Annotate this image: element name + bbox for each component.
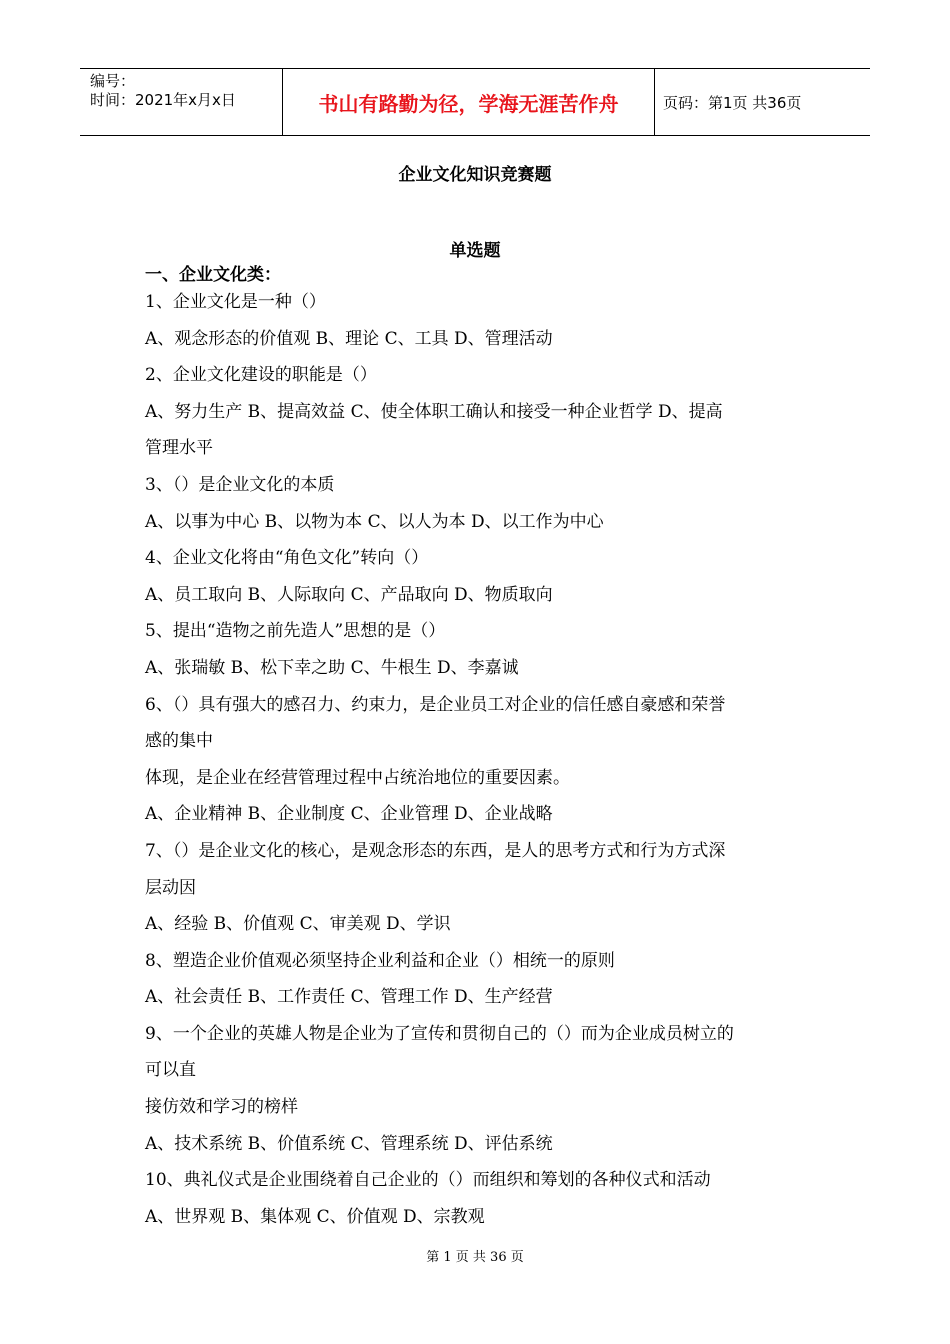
text-line: 10、典礼仪式是企业围绕着自己企业的（）而组织和筹划的各种仪式和活动	[145, 1170, 711, 1191]
page-info-cell	[655, 69, 870, 135]
text-line: 可以直	[145, 1060, 196, 1081]
question-list	[145, 284, 825, 1235]
text-line: 6、（）具有强大的感召力、约束力，是企业员工对企业的信任感自豪感和荣誉	[145, 694, 726, 715]
motto-text: 书山有路勤为径，学海无涯苦作舟	[318, 91, 619, 116]
text-line: 管理水平	[145, 438, 213, 459]
number-label: 编号：	[90, 72, 136, 90]
text-line: A、企业精神 B、企业制度 C、企业管理 D、企业战略	[145, 804, 553, 825]
text-line: 2、企业文化建设的职能是（）	[145, 365, 377, 386]
time-label: 时间：2021年x月x日	[90, 91, 236, 109]
text-line: 层动因	[145, 877, 196, 898]
category-heading: 一、企业文化类：	[145, 265, 281, 285]
page-info-text: 页码：第1页 共36页	[663, 93, 802, 112]
text-line: A、社会责任 B、工作责任 C、管理工作 D、生产经营	[145, 987, 553, 1008]
text-line: A、张瑞敏 B、松下幸之助 C、牛根生 D、李嘉诚	[145, 657, 519, 678]
section-subtitle: 单选题	[449, 241, 501, 261]
text-line: A、经验 B、价值观 C、审美观 D、学识	[145, 914, 451, 935]
text-line: A、世界观 B、集体观 C、价值观 D、宗教观	[145, 1206, 485, 1227]
header-meta-cell	[80, 69, 282, 135]
text-line: 5、提出“造物之前先造人”思想的是（）	[145, 621, 446, 642]
page-footer: 第 1 页 共 36 页	[426, 1250, 524, 1265]
text-line: A、观念形态的价值观 B、理论 C、工具 D、管理活动	[145, 328, 553, 349]
motto-cell	[282, 69, 655, 135]
text-line: A、员工取向 B、人际取向 C、产品取向 D、物质取向	[145, 584, 553, 605]
text-line: A、技术系统 B、价值系统 C、管理系统 D、评估系统	[145, 1133, 553, 1154]
text-line: 3、（）是企业文化的本质	[145, 474, 335, 495]
text-line: 8、塑造企业价值观必须坚持企业利益和企业（）相统一的原则	[145, 950, 615, 971]
text-line: 感的集中	[145, 731, 213, 752]
text-line: 7、（）是企业文化的核心，是观念形态的东西，是人的思考方式和行为方式深	[145, 840, 726, 861]
text-line: A、以事为中心 B、以物为本 C、以人为本 D、以工作为中心	[145, 511, 604, 532]
text-line: 接仿效和学习的榜样	[145, 1097, 298, 1118]
document-title: 企业文化知识竞赛题	[398, 165, 552, 185]
header-table	[80, 68, 870, 136]
text-line: 9、一个企业的英雄人物是企业为了宣传和贯彻自己的（）而为企业成员树立的	[145, 1023, 734, 1044]
text-line: 1、企业文化是一种（）	[145, 292, 326, 312]
text-line: 体现，是企业在经营管理过程中占统治地位的重要因素。	[145, 767, 570, 788]
text-line: 4、企业文化将由“角色文化”转向（）	[145, 548, 429, 569]
text-line: A、努力生产 B、提高效益 C、使全体职工确认和接受一种企业哲学 D、提高	[145, 401, 723, 422]
